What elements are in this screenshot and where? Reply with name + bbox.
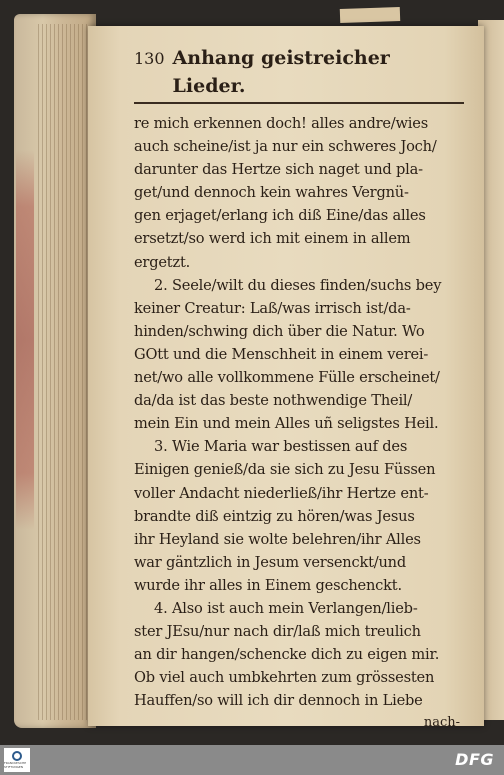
red-edge-stain <box>16 150 34 530</box>
text-line: net/wo alle vollkommene Fülle erscheinet/ <box>134 369 440 387</box>
text-line: GOtt und die Menschheit in einem verei- <box>134 345 429 363</box>
text-line: brandte diß eintzig zu hören/was Jesus <box>134 507 415 525</box>
text-line: ster JEsu/nur nach dir/laß mich treulich <box>134 623 421 641</box>
text-line: 2. Seele/wilt du dieses finden/suchs bey <box>154 276 442 294</box>
text-line: hinden/schwing dich über die Natur. Wo <box>134 322 425 340</box>
dfg-logo: DFG <box>455 750 494 769</box>
text-line: 4. Also ist auch mein Verlangen/lieb- <box>154 599 418 617</box>
text-lines <box>134 112 464 712</box>
running-header <box>134 44 464 104</box>
catchword: nach- <box>423 715 460 731</box>
text-line: keiner Creatur: Laß/was irrisch ist/da- <box>134 299 411 317</box>
text-line: re mich erkennen doch! alles andre/wies <box>134 115 428 132</box>
text-line: Ob viel auch umbkehrten zum grössesten <box>134 669 435 687</box>
text-line: Einigen genieß/da sie sich zu Jesu Füssen <box>134 461 436 479</box>
text-line: ergetzt. <box>134 253 191 271</box>
text-line: gen erjaget/erlang ich diß Eine/das alles <box>134 207 426 225</box>
page-text <box>134 44 464 734</box>
text-line: darunter das Hertze sich naget und pla- <box>134 161 423 179</box>
text-line: wurde ihr alles in Einem geschenckt. <box>134 576 402 594</box>
page-tab-fragment <box>340 7 400 23</box>
text-line: auch scheine/ist ja nur ein schweres Joch/ <box>134 138 437 156</box>
logo-text: FRANCKESCHE STIFTUNGEN <box>4 761 27 769</box>
text-line: Hauffen/so will ich dir dennoch in Liebe <box>134 692 423 710</box>
page-number: 130 <box>134 49 165 68</box>
text-line: ihr Heyland sie wolte belehren/ihr Alles <box>134 530 421 548</box>
text-line: get/und dennoch kein wahres Vergnü- <box>134 184 409 202</box>
text-line: an dir hangen/schencke dich zu eigen mir. <box>134 646 440 664</box>
institution-logo <box>4 748 30 772</box>
text-line: voller Andacht niederließ/ihr Hertze ent- <box>134 484 429 502</box>
running-head-title: Anhang geistreicher Lieder. <box>172 47 390 97</box>
text-line: ersetzt/so werd ich mit einem in allem <box>134 230 411 248</box>
text-line: da/da ist das beste nothwendige Theil/ <box>134 392 413 410</box>
text-line: war gäntzlich in Jesum versenckt/und <box>134 553 407 571</box>
page-edge-lines <box>38 24 90 720</box>
text-line: 3. Wie Maria war bestissen auf des <box>154 438 408 456</box>
viewer-footer <box>0 745 504 775</box>
text-line: mein Ein und mein Alles uñ seligstes Heil. <box>134 415 439 433</box>
logo-mark-icon <box>12 751 22 761</box>
